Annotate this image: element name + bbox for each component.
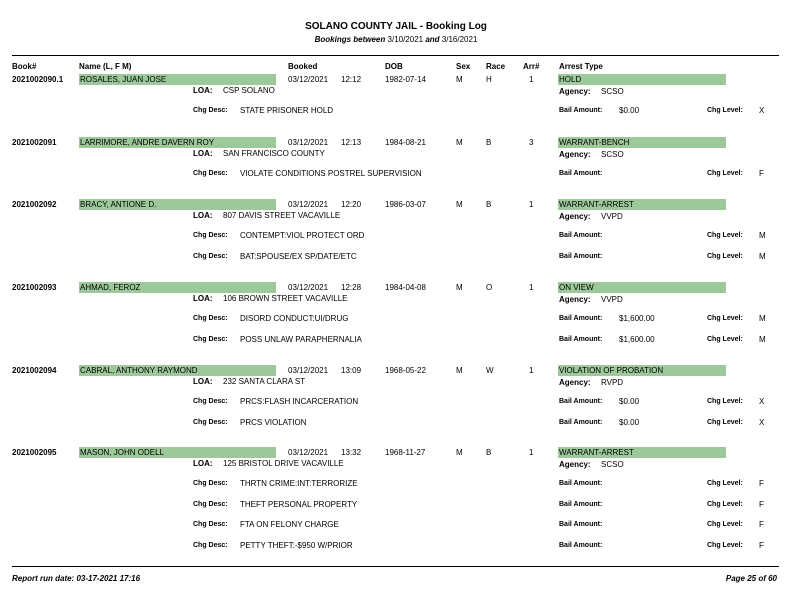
sex-value: M (456, 448, 463, 457)
charge-level: F (759, 169, 764, 178)
loa-label: LOA: (193, 294, 213, 303)
report-run-date: Report run date: 03-17-2021 17:16 (12, 574, 141, 583)
chg-desc-label: Chg Desc: (193, 252, 228, 260)
bail-amount-label: Bail Amount: (559, 418, 603, 426)
dob-value: 1968-05-22 (385, 366, 426, 375)
booked-date: 03/12/2021 (288, 75, 329, 84)
charge-description: FTA ON FELONY CHARGE (240, 520, 339, 529)
chg-desc-label: Chg Desc: (193, 232, 228, 239)
bail-amount-label: Bail Amount: (559, 315, 603, 322)
chg-level-label: Chg Level: (707, 232, 743, 239)
bail-amount-label: Bail Amount: (559, 500, 603, 508)
bail-amount-label: Bail Amount: (559, 170, 603, 177)
loa-label: LOA: (193, 211, 213, 220)
chg-level-label: Chg Level: (707, 170, 743, 177)
arrest-type: WARRANT-ARREST (558, 447, 726, 458)
chg-level-label: Chg Level: (707, 315, 743, 322)
chg-level-label: Chg Level: (707, 107, 743, 114)
chg-level-label: Chg Level: (707, 521, 743, 528)
charge-level: F (759, 499, 764, 509)
booking-number: 2021002094 (12, 366, 57, 375)
booked-time: 12:12 (341, 75, 362, 84)
chg-level-label: Chg Level: (707, 398, 743, 405)
bail-amount-label: Bail Amount: (559, 398, 603, 405)
booking-number: 2021002090.1 (12, 75, 64, 84)
chg-level-label: Chg Level: (707, 541, 743, 549)
chg-desc-label: Chg Desc: (193, 500, 228, 508)
agency-value: VVPD (601, 212, 623, 221)
page-number: Page 25 of 60 (725, 574, 777, 583)
report-title: SOLANO COUNTY JAIL - Booking Log (305, 21, 487, 32)
bail-amount-value: $1,600.00 (619, 334, 655, 344)
charge-level: M (759, 251, 766, 261)
agency-value: SCSO (601, 87, 624, 96)
arrest-type: ON VIEW (558, 282, 726, 293)
charge-level: M (759, 231, 766, 240)
charge-description: POSS UNLAW PARAPHERNALIA (240, 334, 362, 344)
loa-label: LOA: (193, 86, 213, 95)
arrest-count: 1 (529, 75, 534, 84)
charge-description: THEFT PERSONAL PROPERTY (240, 499, 358, 509)
bail-amount-value: $0.00 (619, 106, 640, 115)
bail-amount-value: $1,600.00 (619, 314, 655, 323)
inmate-name: MASON, JOHN ODELL (79, 447, 276, 458)
race-value: B (486, 138, 492, 147)
agency-label: Agency: (559, 295, 591, 304)
race-value: B (486, 448, 492, 457)
inmate-name: BRACY, ANTIONE D. (79, 199, 276, 210)
col-name-header: Name (L, F M) (79, 62, 132, 71)
dob-value: 1984-04-08 (385, 283, 426, 292)
charge-description: CONTEMPT:VIOL PROTECT ORD (240, 231, 365, 240)
chg-level-label: Chg Level: (707, 252, 743, 260)
col-book-header: Book# (12, 62, 37, 71)
col-dob-header: DOB (385, 62, 403, 71)
race-value: B (486, 200, 492, 209)
inmate-name: CABRAL, ANTHONY RAYMOND (79, 365, 276, 376)
chg-desc-label: Chg Desc: (193, 541, 228, 549)
bail-amount-label: Bail Amount: (559, 232, 603, 239)
sex-value: M (456, 366, 463, 375)
inmate-name: ROSALES, JUAN JOSE (79, 74, 276, 85)
arrest-type: WARRANT-ARREST (558, 199, 726, 210)
date-to: 3/16/2021 (441, 35, 478, 44)
loa-value: 106 BROWN STREET VACAVILLE (223, 294, 348, 303)
chg-level-label: Chg Level: (707, 500, 743, 508)
loa-value: 232 SANTA CLARA ST (223, 377, 306, 386)
charge-level: X (759, 417, 765, 427)
inmate-name: LARRIMORE, ANDRE DAVERN ROY (79, 137, 276, 148)
chg-desc-label: Chg Desc: (193, 480, 228, 487)
charge-level: M (759, 334, 766, 344)
bail-amount-value: $0.00 (619, 417, 640, 427)
charge-level: F (759, 540, 764, 550)
booked-time: 13:32 (341, 448, 362, 457)
charge-description: STATE PRISONER HOLD (240, 106, 334, 115)
chg-level-label: Chg Level: (707, 418, 743, 426)
chg-desc-label: Chg Desc: (193, 521, 228, 528)
race-value: O (486, 283, 493, 292)
booking-record (0, 447, 792, 550)
booking-record (0, 199, 792, 279)
bail-amount-label: Bail Amount: (559, 541, 603, 549)
date-from: 3/10/2021 (387, 35, 424, 44)
race-value: H (486, 75, 492, 84)
bail-amount-label: Bail Amount: (559, 521, 603, 528)
charge-description: VIOLATE CONDITIONS POSTREL SUPERVISION (240, 169, 422, 178)
charge-level: X (759, 106, 765, 115)
chg-desc-label: Chg Desc: (193, 315, 228, 322)
loa-label: LOA: (193, 459, 213, 468)
charge-description: DISORD CONDUCT:UI/DRUG (240, 314, 349, 323)
booked-date: 03/12/2021 (288, 283, 329, 292)
col-sex-header: Sex (456, 62, 471, 71)
charge-level: F (759, 520, 764, 529)
charge-description: PRCS VIOLATION (240, 417, 307, 427)
booked-date: 03/12/2021 (288, 448, 329, 457)
dob-value: 1984-08-21 (385, 138, 426, 147)
sex-value: M (456, 283, 463, 292)
booking-record (0, 282, 792, 362)
bail-amount-label: Bail Amount: (559, 335, 603, 343)
dob-value: 1968-11-27 (385, 448, 426, 457)
arrest-count: 3 (529, 138, 534, 147)
booking-number: 2021002093 (12, 283, 57, 292)
agency-value: SCSO (601, 460, 624, 469)
charge-level: X (759, 397, 765, 406)
sex-value: M (456, 138, 463, 147)
col-race-header: Race (486, 62, 506, 71)
booked-date: 03/12/2021 (288, 138, 329, 147)
booked-date: 03/12/2021 (288, 366, 329, 375)
charge-level: F (759, 479, 764, 488)
bail-amount-label: Bail Amount: (559, 480, 603, 487)
arrest-type: HOLD (558, 74, 726, 85)
dob-value: 1982-07-14 (385, 75, 426, 84)
subtitle-and: and (425, 35, 440, 44)
agency-value: VVPD (601, 295, 623, 304)
booked-time: 13:09 (341, 366, 362, 375)
booked-time: 12:20 (341, 200, 362, 209)
arrest-count: 1 (529, 200, 534, 209)
arrest-count: 1 (529, 448, 534, 457)
loa-label: LOA: (193, 377, 213, 386)
arrest-type: WARRANT-BENCH (558, 137, 726, 148)
col-arr-header: Arr# (523, 62, 540, 71)
arrest-count: 1 (529, 366, 534, 375)
agency-label: Agency: (559, 460, 591, 469)
agency-label: Agency: (559, 150, 591, 159)
agency-value: SCSO (601, 150, 624, 159)
loa-label: LOA: (193, 149, 213, 158)
charge-level: M (759, 314, 766, 323)
agency-label: Agency: (559, 212, 591, 221)
report-subtitle (0, 35, 792, 44)
subtitle-prefix: Bookings between (314, 35, 386, 44)
charge-description: PRCS:FLASH INCARCERATION (240, 397, 359, 406)
booking-number: 2021002091 (12, 138, 57, 147)
loa-value: 807 DAVIS STREET VACAVILLE (223, 211, 341, 220)
bail-amount-label: Bail Amount: (559, 107, 603, 114)
booked-time: 12:28 (341, 283, 362, 292)
agency-value: RVPD (601, 378, 624, 387)
dob-value: 1986-03-07 (385, 200, 426, 209)
loa-value: SAN FRANCISCO COUNTY (223, 149, 325, 158)
bail-amount-value: $0.00 (619, 397, 640, 406)
chg-level-label: Chg Level: (707, 335, 743, 343)
chg-desc-label: Chg Desc: (193, 107, 228, 114)
booking-record (0, 365, 792, 445)
col-arrest-type-header: Arrest Type (559, 62, 603, 71)
header-top-divider (12, 55, 779, 56)
agency-label: Agency: (559, 87, 591, 96)
col-booked-header: Booked (288, 62, 318, 71)
chg-desc-label: Chg Desc: (193, 170, 228, 177)
chg-desc-label: Chg Desc: (193, 398, 228, 405)
booking-number: 2021002092 (12, 200, 57, 209)
footer-divider (12, 566, 779, 567)
charge-description: THRTN CRIME:INT:TERRORIZE (240, 479, 358, 488)
loa-value: 125 BRISTOL DRIVE VACAVILLE (223, 459, 344, 468)
inmate-name: AHMAD, FEROZ (79, 282, 276, 293)
charge-description: BAT:SPOUSE/EX SP/DATE/ETC (240, 251, 357, 261)
chg-desc-label: Chg Desc: (193, 418, 228, 426)
booking-number: 2021002095 (12, 448, 57, 457)
booked-time: 12:13 (341, 138, 362, 147)
bail-amount-label: Bail Amount: (559, 252, 603, 260)
arrest-type: VIOLATION OF PROBATION (558, 365, 726, 376)
agency-label: Agency: (559, 378, 591, 387)
chg-desc-label: Chg Desc: (193, 335, 228, 343)
race-value: W (486, 366, 494, 375)
sex-value: M (456, 75, 463, 84)
charge-description: PETTY THEFT:-$950 W/PRIOR (240, 540, 353, 550)
arrest-count: 1 (529, 283, 534, 292)
loa-value: CSP SOLANO (223, 86, 275, 95)
booked-date: 03/12/2021 (288, 200, 329, 209)
sex-value: M (456, 200, 463, 209)
chg-level-label: Chg Level: (707, 480, 743, 487)
